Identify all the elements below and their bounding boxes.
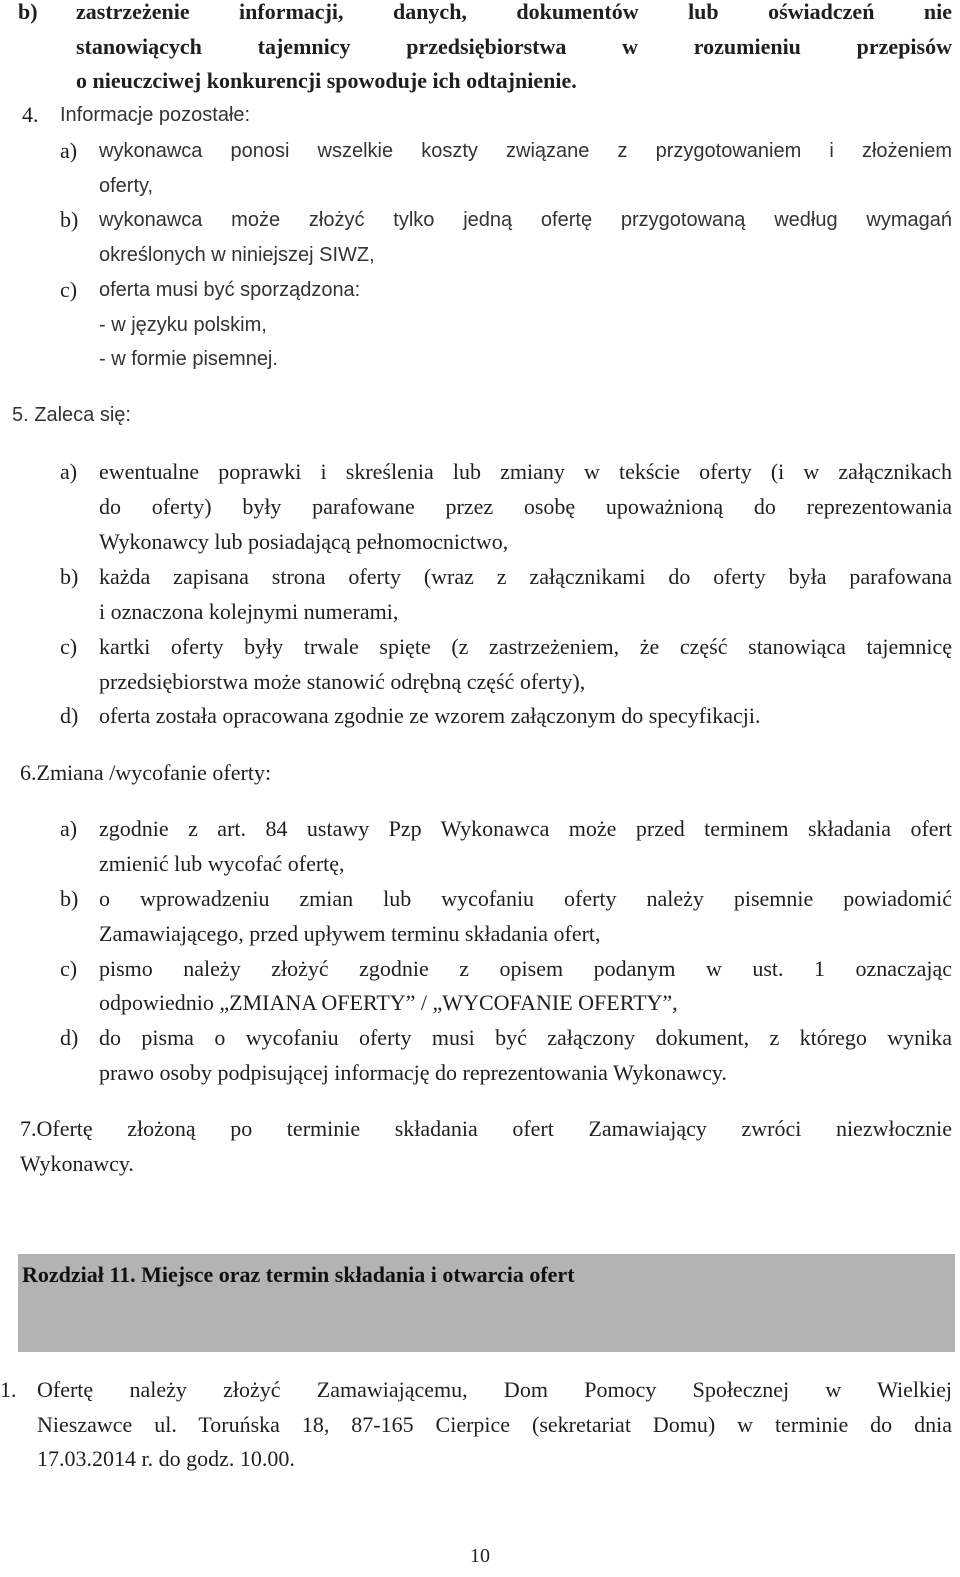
item-text: oferta musi być sporządzona:: [99, 279, 361, 301]
item-text: oferta została opracowana zgodnie ze wzorem załączonym do specyfikacji.: [99, 703, 761, 728]
item-marker: a): [60, 138, 78, 163]
item-marker: d): [60, 1025, 79, 1050]
item-marker: a): [60, 459, 78, 484]
chapter-heading-box: [18, 1254, 955, 1352]
item-marker: b): [60, 886, 79, 911]
item-text: odpowiednio „ZMIANA OFERTY” / „WYCOFANIE OFERTY”,: [99, 990, 678, 1015]
item-marker: b): [60, 207, 79, 232]
item-text: zgodnie z art. 84 ustawy Pzp Wykonawca może przed terminem składania ofert: [99, 816, 952, 841]
page-number: 10: [470, 1545, 490, 1567]
item-text: stanowiących tajemnicy przedsiębiorstwa w rozumieniu przepisów: [76, 34, 952, 59]
item-number: 1.: [0, 1377, 17, 1402]
item-text: 17.03.2014 r. do godz. 10.00.: [37, 1446, 295, 1471]
item-text: Nieszawce ul. Toruńska 18, 87-165 Cierpice (sekretariat Domu) w terminie do dnia: [37, 1412, 952, 1437]
item-text: i oznaczona kolejnymi numerami,: [99, 599, 399, 624]
section-heading: Informacje pozostałe:: [60, 104, 251, 126]
item-marker: a): [60, 816, 78, 841]
item-marker: c): [60, 634, 78, 659]
item-text: Wykonawcy lub posiadającą pełnomocnictwo,: [99, 529, 509, 554]
item-marker: c): [60, 956, 78, 981]
paragraph-text: Wykonawcy.: [20, 1151, 134, 1176]
section-number: 4.: [22, 102, 39, 127]
item-text: pismo należy złożyć zgodnie z opisem podanym w ust. 1 oznaczając: [99, 956, 952, 981]
item-text: kartki oferty były trwale spięte (z zastrzeżeniem, że część stanowiąca tajemnicę: [99, 634, 952, 659]
item-text: Ofertę należy złożyć Zamawiającemu, Dom Pomocy Społecznej w Wielkiej: [37, 1377, 952, 1402]
item-text: - w formie pisemnej.: [99, 348, 278, 370]
item-marker: b): [18, 0, 38, 24]
item-text: każda zapisana strona oferty (wraz z załącznikami do oferty była parafowana: [99, 564, 952, 589]
item-text: zmienić lub wycofać ofertę,: [99, 851, 345, 876]
paragraph-text: 7.Ofertę złożoną po terminie składania ofert Zamawiający zwróci niezwłocznie: [20, 1116, 952, 1141]
item-text: oferty,: [99, 175, 154, 197]
item-text: wykonawca może złożyć tylko jedną ofertę przygotowaną według wymagań: [99, 209, 952, 231]
section-heading: 5. Zaleca się:: [12, 404, 131, 426]
chapter-title: Rozdział 11. Miejsce oraz termin składania i otwarcia ofert: [22, 1262, 575, 1287]
item-text: - w języku polskim,: [99, 314, 267, 336]
item-text: zastrzeżenie informacji, danych, dokumentów lub oświadczeń nie: [76, 0, 952, 24]
item-marker: d): [60, 703, 79, 728]
item-marker: b): [60, 564, 79, 589]
item-text: wykonawca ponosi wszelkie koszty związane z przygotowaniem i złożeniem: [99, 140, 952, 162]
item-text: o nieuczciwej konkurencji spowoduje ich odtajnienie.: [76, 68, 577, 93]
item-text: o wprowadzeniu zmian lub wycofaniu oferty należy pisemnie powiadomić: [99, 886, 952, 911]
item-text: prawo osoby podpisującej informację do reprezentowania Wykonawcy.: [99, 1060, 727, 1085]
item-text: ewentualne poprawki i skreślenia lub zmiany w tekście oferty (i w załącznikach: [99, 459, 952, 484]
item-text: określonych w niniejszej SIWZ,: [99, 244, 375, 266]
item-text: Zamawiającego, przed upływem terminu składania ofert,: [99, 921, 601, 946]
section-heading: 6.Zmiana /wycofanie oferty:: [20, 760, 272, 785]
item-text: do pisma o wycofaniu oferty musi być załączony dokument, z którego wynika: [99, 1025, 952, 1050]
item-marker: c): [60, 277, 78, 302]
item-text: przedsiębiorstwa może stanowić odrębną część oferty),: [99, 669, 586, 694]
item-text: do oferty) były parafowane przez osobę upoważnioną do reprezentowania: [99, 494, 952, 519]
